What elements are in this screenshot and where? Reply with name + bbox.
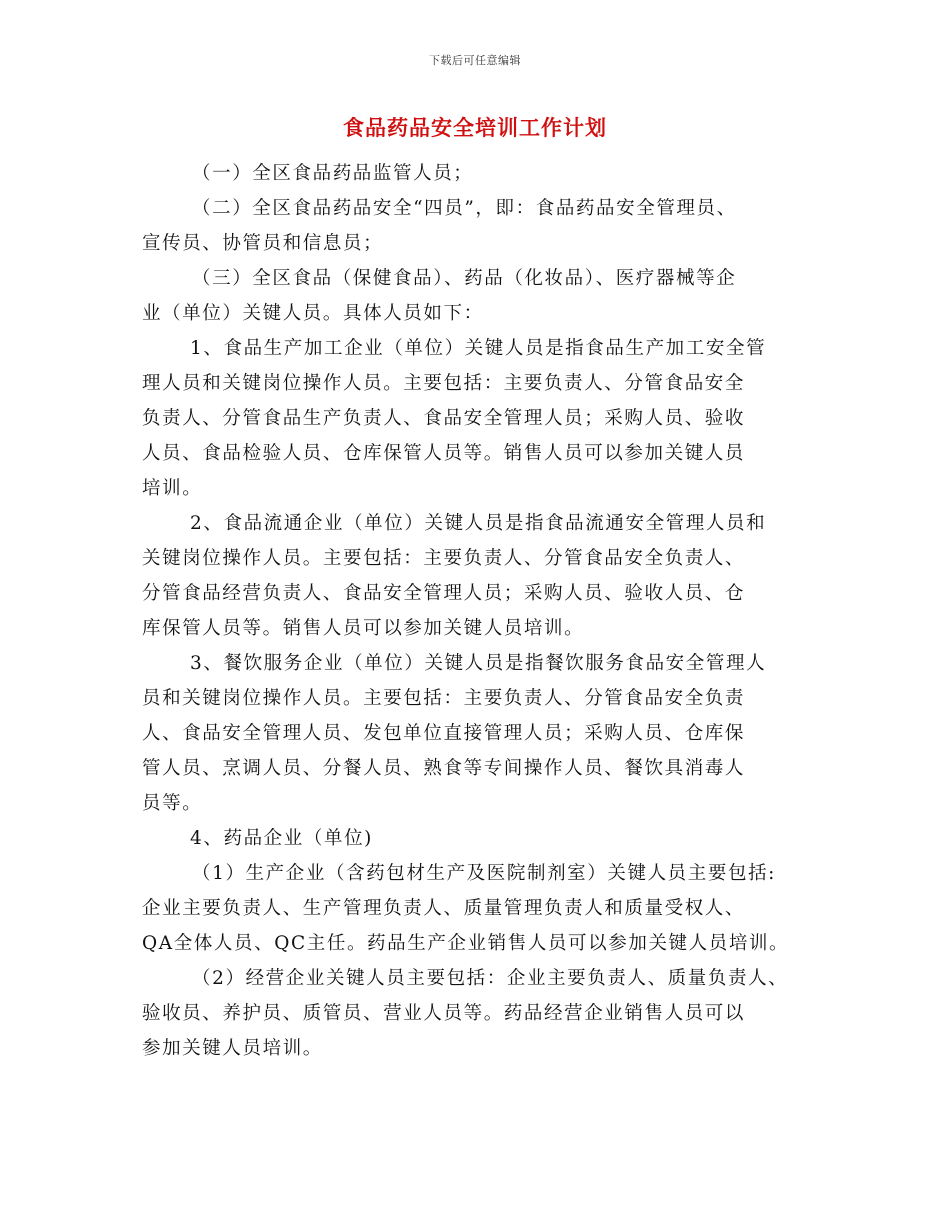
text-line: 人员、食品检验人员、仓库保管人员等。销售人员可以参加关键人员 — [142, 443, 746, 464]
text-line: 人、食品安全管理人员、发包单位直接管理人员；采购人员、仓库保 — [142, 723, 746, 744]
text-line: 理人员和关键岗位操作人员。主要包括：主要负责人、分管食品安全 — [142, 373, 746, 394]
text-line: 宣传员、协管员和信息员； — [142, 233, 384, 254]
text-line: 分管食品经营负责人、食品安全管理人员；采购人员、验收人员、仓 — [142, 583, 746, 604]
text-line: （一）全区食品药品监管人员； — [192, 163, 474, 184]
text-line: 管人员、烹调人员、分餐人员、熟食等专间操作人员、餐饮具消毒人 — [142, 758, 746, 779]
text-line: （1）生产企业（含药包材生产及医院制剂室）关键人员主要包括: — [192, 863, 777, 884]
text-line: 3、餐饮服务企业（单位）关键人员是指餐饮服务食品安全管理人 — [190, 653, 767, 674]
text-line: 4、药品企业（单位) — [190, 828, 373, 849]
header-note: 下载后可任意编辑 — [429, 54, 521, 67]
text-line: 库保管人员等。销售人员可以参加关键人员培训。 — [142, 618, 585, 639]
text-line: （二）全区食品药品安全“四员”，即：食品药品安全管理员、 — [192, 198, 737, 219]
text-line: 关键岗位操作人员。主要包括：主要负责人、分管食品安全负责人、 — [142, 548, 746, 569]
text-line: 1、食品生产加工企业（单位）关键人员是指食品生产加工安全管 — [190, 338, 767, 359]
text-line: 员和关键岗位操作人员。主要包括：主要负责人、分管食品安全负责 — [142, 688, 746, 709]
text-line: 企业主要负责人、生产管理负责人、质量管理负责人和质量受权人、 — [142, 898, 746, 919]
text-line: （三）全区食品（保健食品）、药品（化妆品）、医疗器械等企 — [192, 268, 737, 289]
text-line: 参加关键人员培训。 — [142, 1038, 323, 1059]
document-title: 食品药品安全培训工作计划 — [343, 115, 607, 140]
text-line: 2、食品流通企业（单位）关键人员是指食品流通安全管理人员和 — [190, 513, 767, 534]
text-line: 员等。 — [142, 793, 203, 814]
text-line: 负责人、分管食品生产负责人、食品安全管理人员；采购人员、验收 — [142, 408, 746, 429]
text-line: 培训。 — [142, 478, 203, 499]
text-line: （2）经营企业关键人员主要包括：企业主要负责人、质量负责人、 — [192, 968, 789, 989]
text-line: 业（单位）关键人员。具体人员如下： — [142, 303, 484, 324]
text-line: QA全体人员、QC主任。药品生产企业销售人员可以参加关键人员培训。 — [142, 933, 790, 954]
text-line: 验收员、养护员、质管员、营业人员等。药品经营企业销售人员可以 — [142, 1003, 746, 1024]
document-body — [142, 156, 822, 1066]
